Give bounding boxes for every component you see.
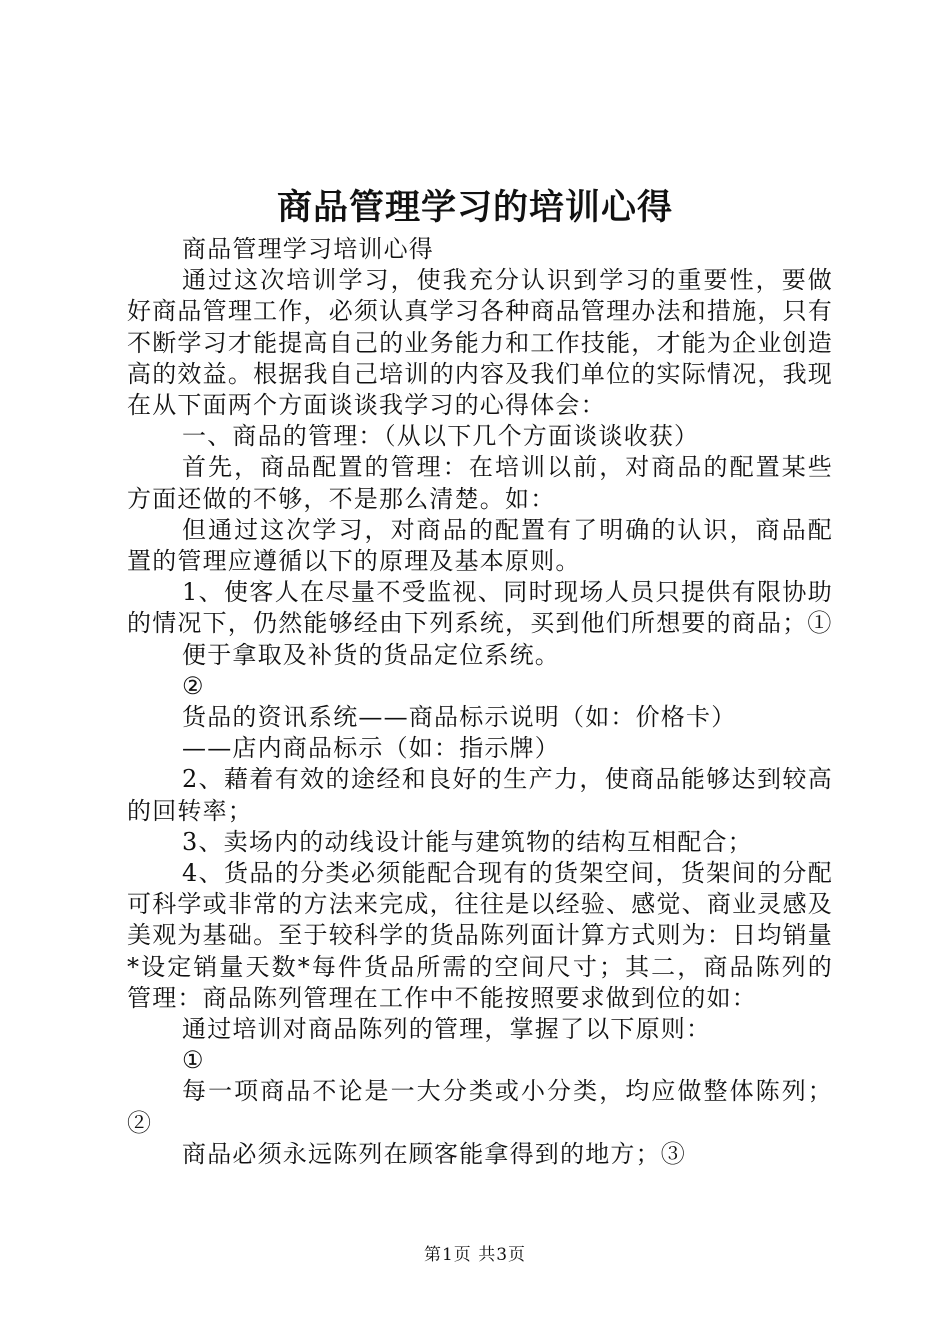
principle-4: 4、货品的分类必须能配合现有的货架空间，货架间的分配可科学或非常的方法来完成，往往是以经验、感觉、商业灵感及美观为基础。至于较科学的货品陈列面计算方式则为：日均销量*设定销量天数*每件货品所需的空间尺寸；其二，商品陈列的管理：商品陈列管理在工作中不能按照要求做到位的如： — [127, 859, 833, 1012]
display-principle-1: 每一项商品不论是一大分类或小分类，均应做整体陈列；② — [127, 1077, 833, 1137]
section-heading-goods-management: 一、商品的管理：（从以下几个方面谈谈收获） — [182, 422, 700, 451]
principle-2: 2、藉着有效的途经和良好的生产力，使商品能够达到较高的回转率； — [127, 765, 833, 825]
list-item-store-signage: ——店内商品标示（如：指示牌） — [182, 734, 560, 763]
paragraph-display-principles: 通过培训对商品陈列的管理，掌握了以下原则： — [182, 1015, 712, 1044]
display-principle-2: 商品必须永远陈列在顾客能拿得到的地方；③ — [182, 1139, 686, 1168]
principle-3: 3、卖场内的动线设计能与建筑物的结构互相配合； — [182, 827, 753, 856]
list-marker-1: ① — [182, 1046, 205, 1075]
paragraph-configuration: 首先，商品配置的管理：在培训以前，对商品的配置某些方面还做的不够，不是那么清楚。如： — [127, 453, 833, 513]
document-body — [127, 234, 833, 1170]
list-item-positioning-system: 便于拿取及补货的货品定位系统。 — [182, 640, 560, 669]
paragraph-learning: 但通过这次学习，对商品的配置有了明确的认识，商品配置的管理应遵循以下的原理及基本原则。 — [127, 515, 833, 576]
list-item-info-system: 货品的资讯系统——商品标示说明（如：价格卡） — [182, 703, 737, 732]
paragraph-intro: 通过这次培训学习，使我充分认识到学习的重要性，要做好商品管理工作，必须认真学习各种商品管理办法和措施，只有不断学习才能提高自己的业务能力和工作技能，才能为企业创造高的效益。根据我自己培训的内容及我们单位的实际情况，我现在从下面两个方面谈谈我学习的心得体会： — [127, 266, 833, 420]
principle-1: 1、使客人在尽量不受监视、同时现场人员只提供有限协助的情况下，仍然能够经由下列系统，买到他们所想要的商品；① — [127, 578, 833, 638]
paragraph-subtitle: 商品管理学习培训心得 — [182, 235, 434, 263]
list-marker-2: ② — [182, 671, 205, 700]
document-title: 商品管理学习的培训心得 — [276, 187, 673, 228]
page-number-footer: 第1页 共3页 — [423, 1245, 527, 1265]
